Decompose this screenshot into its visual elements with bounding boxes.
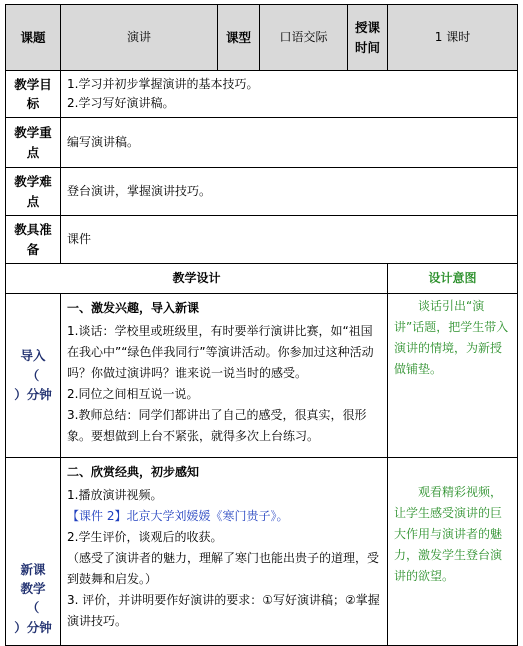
goal-item: 1.学习并初步掌握演讲的基本技巧。 (67, 77, 259, 92)
goal-item: 2.学习写好演讲稿。 (67, 96, 175, 110)
section1-p1: 1.谈话：学校里或班级里，有时要举行演讲比赛，如“祖国在我心中”“绿色伴我同行”等演讲活动。你参加过这种活动吗？你做过演讲吗？谁来说一说当时的感受。 (67, 324, 374, 380)
section1-p3: 3.教师总结：同学们都讲出了自己的感受，很真实，很形象。要想做到上台不紧张，就得多次上台练习。 (67, 408, 367, 443)
section2-p1: 1.播放演讲视频。 (67, 488, 163, 502)
section1-label: 导入 （ ）分钟 (6, 294, 61, 458)
courseware-link: 【课件 2】北京大学刘媛媛《寒门贵子》。 (67, 509, 289, 523)
section2-content (61, 458, 388, 646)
type-label: 课型 (218, 5, 260, 71)
materials-label: 教具准备 (6, 216, 61, 264)
focus-label: 教学重点 (6, 118, 61, 168)
section2-p2: 2.学生评价，谈观后的收获。 (67, 530, 223, 544)
goals-label: 教学目标 (6, 71, 61, 118)
goals-row (6, 71, 518, 118)
section2-label: 新课 教学 （ ）分钟 (6, 458, 61, 646)
difficulty-text: 登台演讲，掌握演讲技巧。 (61, 168, 518, 216)
goals-content (61, 71, 518, 118)
section1-title: 一、激发兴趣，导入新课 (67, 301, 200, 315)
time-value: 1 课时 (388, 5, 518, 71)
section1-row (6, 294, 518, 458)
type-value: 口语交际 (260, 5, 348, 71)
section2-row (6, 458, 518, 646)
difficulty-row (6, 168, 518, 216)
section1-intent: 谈话引出“演讲”话题，把学生带入演讲的情境，为新授做铺垫。 (388, 294, 518, 458)
subject-value: 演讲 (61, 5, 218, 71)
section1-content (61, 294, 388, 458)
section2-intent: 观看精彩视频，让学生感受演讲的巨大作用与演讲者的魅力，激发学生登台演讲的欲望。 (388, 458, 518, 646)
focus-row (6, 118, 518, 168)
section2-p3: （感受了演讲者的魅力，理解了寒门也能出贵子的道理，受到鼓舞和启发。） (67, 551, 380, 586)
materials-row (6, 216, 518, 264)
header-row (6, 5, 518, 71)
design-header-row (6, 264, 518, 294)
section2-p4: 3. 评价，并讲明要作好演讲的要求：①写好演讲稿；②掌握演讲技巧。 (67, 593, 380, 628)
section1-p2: 2.同位之间相互说一说。 (67, 387, 199, 401)
time-label: 授课时间 (348, 5, 388, 71)
section2-title: 二、欣赏经典，初步感知 (67, 465, 200, 479)
lesson-plan-table (5, 4, 518, 646)
intent-header: 设计意图 (388, 264, 518, 294)
design-header: 教学设计 (6, 264, 388, 294)
subject-label: 课题 (6, 5, 61, 71)
materials-text: 课件 (61, 216, 518, 264)
difficulty-label: 教学难点 (6, 168, 61, 216)
focus-text: 编写演讲稿。 (61, 118, 518, 168)
